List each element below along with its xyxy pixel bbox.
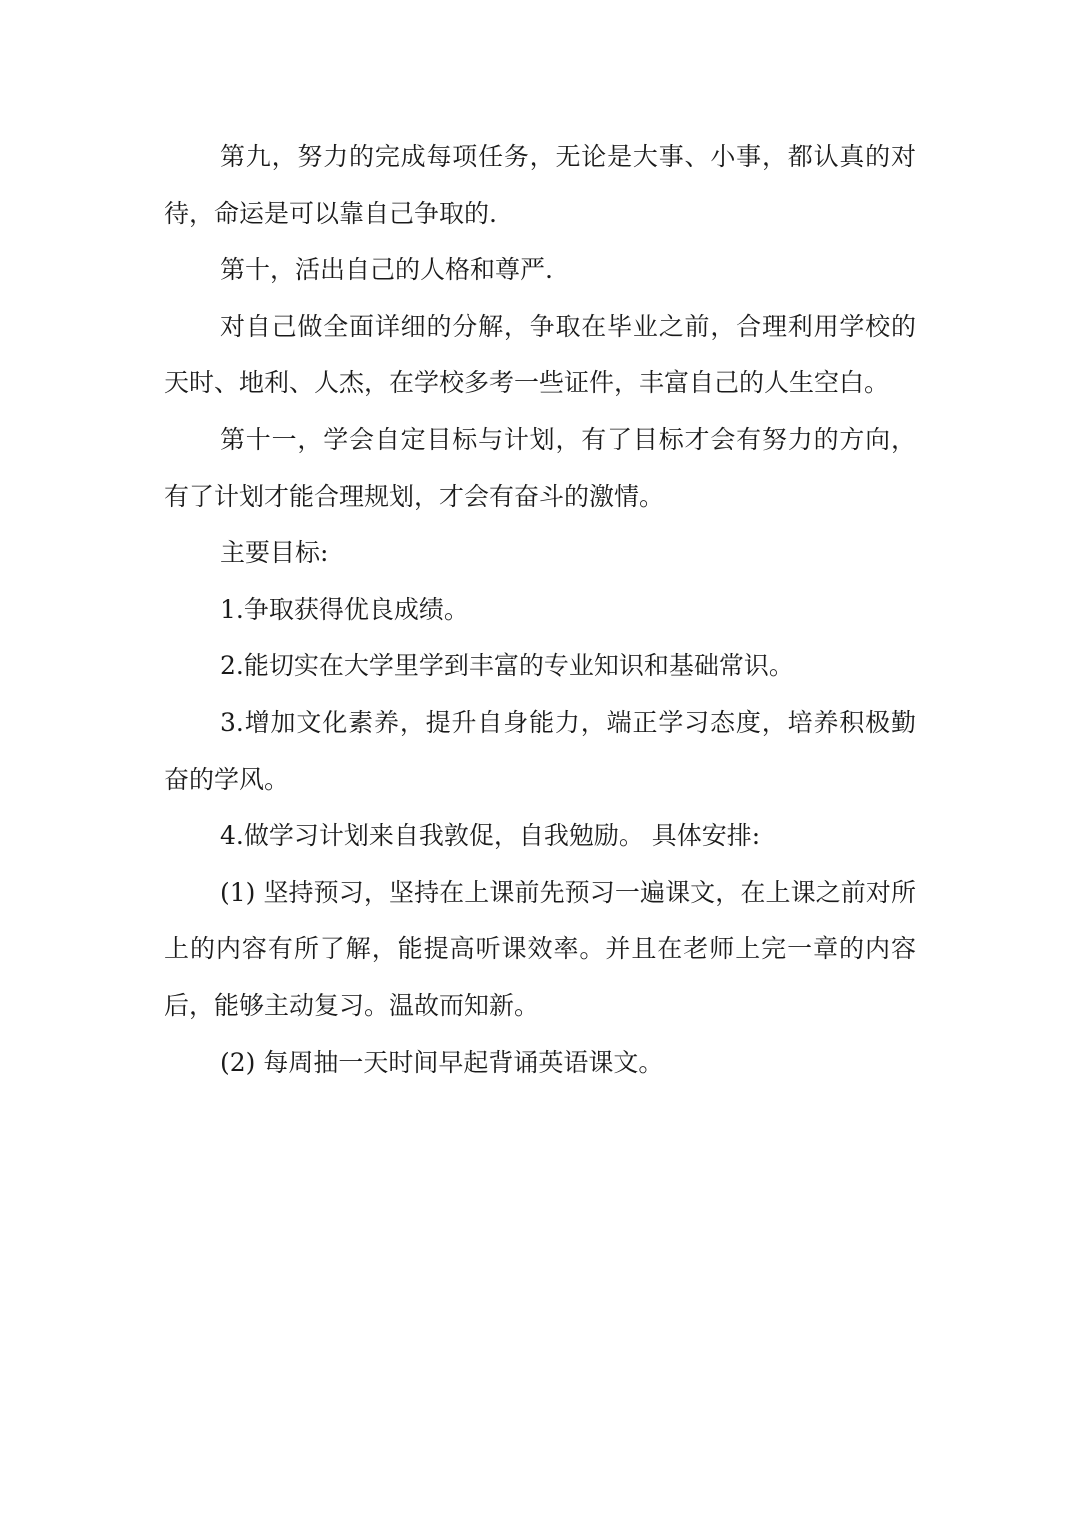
paragraph-self-analysis: 对自己做全面详细的分解，争取在毕业之前，合理利用学校的天时、地利、人杰，在学校多考一些证件，丰富自己的人生空白。: [164, 311, 916, 398]
paragraph-main-goals-heading: 主要目标:: [220, 538, 329, 568]
paragraph-goal-4: 4.做学习计划来自我敦促，自我勉励。 具体安排:: [220, 821, 761, 851]
document-body: [164, 129, 916, 1091]
paragraph-plan-2: (2) 每周抽一天时间早起背诵英语课文。: [220, 1047, 664, 1077]
paragraph-plan-1: (1) 坚持预习，坚持在上课前先预习一遍课文，在上课之前对所上的内容有所了解，能提高听课效率。并且在老师上完一章的内容后，能够主动复习。温故而知新。: [164, 877, 916, 1020]
paragraph-tenth-point: 第十，活出自己的人格和尊严.: [220, 255, 553, 285]
paragraph-goal-3: 3.增加文化素养，提升自身能力，端正学习态度，培养积极勤奋的学风。: [164, 707, 916, 794]
paragraph-goal-2: 2.能切实在大学里学到丰富的专业知识和基础常识。: [220, 651, 794, 681]
paragraph-eleventh-point: 第十一，学会自定目标与计划，有了目标才会有努力的方向，有了计划才能合理规划，才会有奋斗的激情。: [164, 424, 916, 511]
paragraph-ninth-point: 第九，努力的完成每项任务，无论是大事、小事，都认真的对待，命运是可以靠自己争取的.: [164, 142, 916, 228]
paragraph-goal-1: 1.争取获得优良成绩。: [220, 594, 469, 624]
